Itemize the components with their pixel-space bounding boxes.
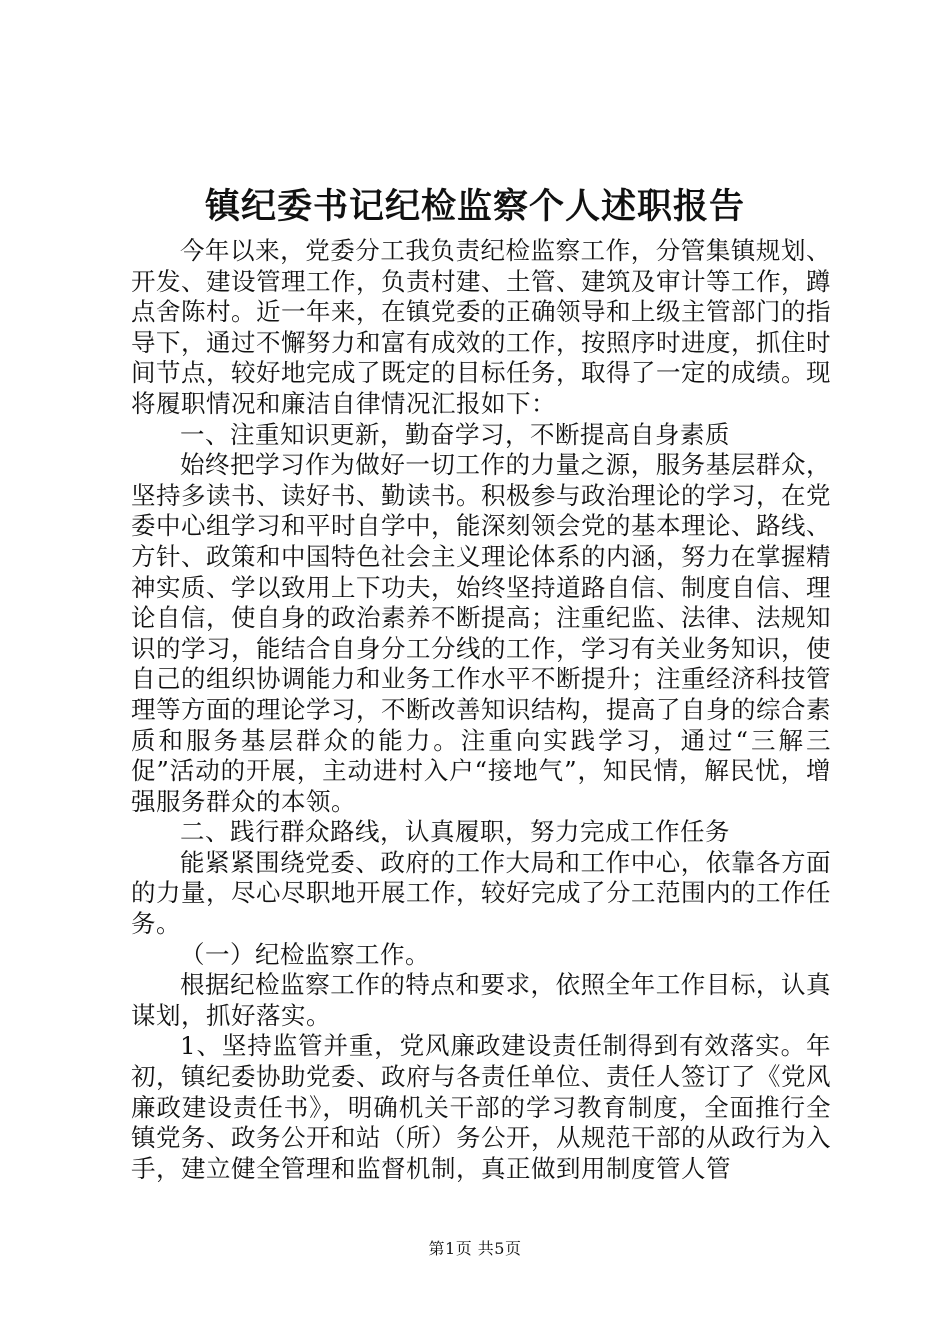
subsection-heading-1: （一）纪检监察工作。 <box>180 939 430 969</box>
section-heading-2: 二、践行群众路线，认真履职，努力完成工作任务 <box>180 817 730 847</box>
page-footer: 第1页 共5页 <box>428 1239 522 1258</box>
document-title: 镇纪委书记纪检监察个人述职报告 <box>204 186 745 227</box>
paragraph-duties: 能紧紧围绕党委、政府的工作大局和工作中心，依靠各方面的力量，尽心尽职地开展工作，较好完成了分工范围内的工作任务。 <box>131 847 831 939</box>
section-heading-1: 一、注重知识更新，勤奋学习，不断提高自身素质 <box>180 419 730 449</box>
paragraph-study: 始终把学习作为做好一切工作的力量之源，服务基层群众，坚持多读书、读好书、勤读书。积极参与政治理论的学习，在党委中心组学习和平时自学中，能深刻领会党的基本理论、路线、方针、政策和中国特色社会主义理论体系的内涵，努力在掌握精神实质、学以致用上下功夫，始终坚持道路自信、制度自信、理论自信，使自身的政治素养不断提高；注重纪监、法律、法规知识的学习，能结合自身分工分线的工作，学习有关业务知识，使自己的组织协调能力和业务工作水平不断提升；注重经济科技管理等方面的理论学习，不断改善知识结构，提高了自身的综合素质和服务基层群众的能力。注重向实践学习，通过“三解三促”活动的开展，主动进村入户“接地气”，知民情，解民忧，增强服务群众的本领。 <box>131 450 831 816</box>
paragraph-item-1: 1、坚持监管并重，党风廉政建设责任制得到有效落实。年初，镇纪委协助党委、政府与各责任单位、责任人签订了《党风廉政建设责任书》，明确机关干部的学习教育制度，全面推行全镇党务、政务公开和站（所）务公开，从规范干部的从政行为入手，建立健全管理和监督机制，真正做到用制度管人管 <box>131 1031 831 1183</box>
paragraph-discipline: 根据纪检监察工作的特点和要求，依照全年工作目标，认真谋划，抓好落实。 <box>131 970 831 1030</box>
document-body <box>131 236 831 1184</box>
paragraph-intro: 今年以来，党委分工我负责纪检监察工作，分管集镇规划、开发、建设管理工作，负责村建、土管、建筑及审计等工作，蹲点舍陈村。近一年来，在镇党委的正确领导和上级主管部门的指导下，通过不懈努力和富有成效的工作，按照序时进度，抓住时间节点，较好地完成了既定的目标任务，取得了一定的成绩。现将履职情况和廉洁自律情况汇报如下： <box>131 236 831 418</box>
